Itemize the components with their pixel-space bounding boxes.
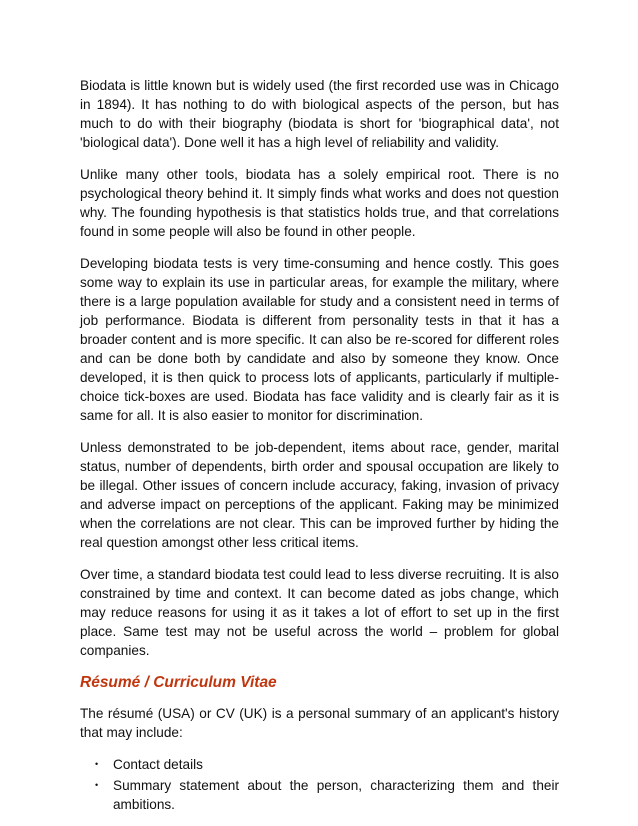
bullet-icon: • xyxy=(95,780,99,790)
paragraph-legal-issues: Unless demonstrated to be job-dependent, items about race, gender, marital status, number of dependents, birth order and spousal occupation are likely to be illegal. Other issues of concern include accuracy, faking, invasion of privacy and adverse impact on perceptions of the applicant. Faking may be minimized when the correlations are not clear. This can be improved further by hiding the real question amongst other less critical items. xyxy=(80,440,559,550)
bullet-icon: • xyxy=(95,759,99,769)
paragraph-over-time: Over time, a standard biodata test could lead to less diverse recruiting. It is also constrained by time and context. It can become dated as jobs change, which may reduce reasons for using it as it takes a lot of effort to set up in the first place. Same test may not be useful across the world – problem for global companies. xyxy=(80,567,559,658)
section-heading-resume: Résumé / Curriculum Vitae xyxy=(80,674,277,691)
paragraph-developing-tests: Developing biodata tests is very time-consuming and hence costly. This goes some way to explain its use in particular areas, for example the military, where there is a large population available for study and a consistent need in terms of job performance. Biodata is different from personality tests in that it has a broader content and is more specific. It can also be re-scored for different roles and can be done both by candidate and also by someone they know. Once developed, it is then quick to process lots of applicants, particularly if multiple-choice tick-boxes are used. Biodata has face validity and is clearly fair as it is same for all. It is also easier to monitor for discrimination. xyxy=(80,256,559,423)
paragraph-empirical-root: Unlike many other tools, biodata has a solely empirical root. There is no psychological theory behind it. It simply finds what works and does not question why. The founding hypothesis is that statistics holds true, and that correlations found in some people will also be found in other people. xyxy=(80,167,559,239)
list-item-text: Summary statement about the person, characterizing them and their ambitions. xyxy=(113,778,559,812)
list-item-text: Contact details xyxy=(113,757,203,772)
list-item xyxy=(95,776,559,814)
paragraph-biodata-intro: Biodata is little known but is widely used (the first recorded use was in Chicago in 1894). It has nothing to do with biological aspects of the person, but has much to do with their biography (biodata is short for 'biographical data', not 'biological data'). Done well it has a high level of reliability and validity. xyxy=(80,78,559,150)
paragraph-resume-intro: The résumé (USA) or CV (UK) is a personal summary of an applicant's history that may include: xyxy=(80,706,559,740)
bullet-list xyxy=(80,755,559,814)
list-item xyxy=(95,755,559,774)
